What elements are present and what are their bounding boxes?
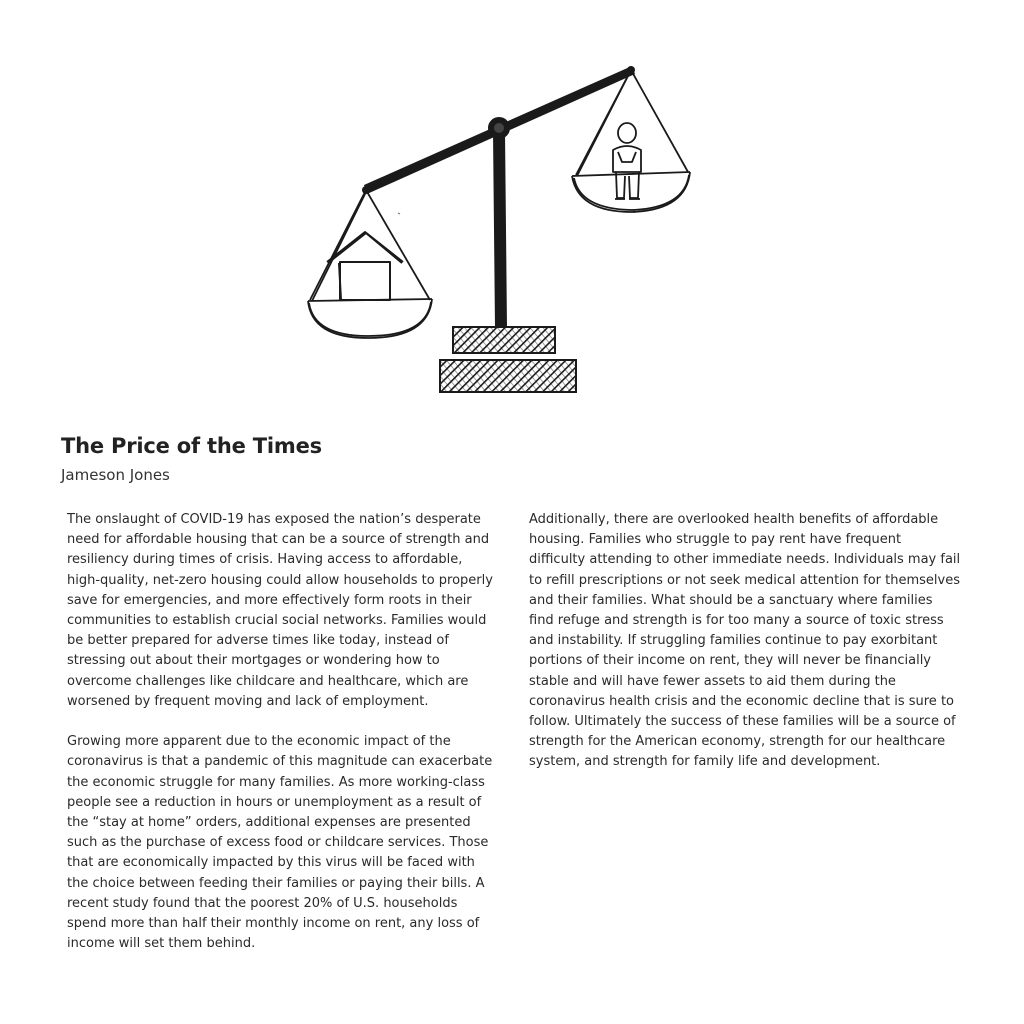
stray-mark: [398, 213, 400, 214]
house-icon: [327, 232, 403, 300]
scale-post: [493, 132, 507, 328]
article-author: Jameson Jones: [61, 466, 170, 484]
article-paragraph: Additionally, there are overlooked health benefits of affordable housing. Families who struggle to pay rent have frequent difficulty attending to other immediate needs. Individuals may fail to refill prescriptions or not seek medical attention for themselves and their families. What should be a sanctuary where families find refuge and strength is for too many a source of toxic stress and instability. If struggling families continue to pay exorbitant portions of their income on rent, they will never be financially stable and will have fewer assets to aid them during the coronavirus health crisis and the economic decline that is sure to follow. Ultimately the success of these families will be a source of strength for the American economy, strength for our healthcare system, and strength for family life and development.: [529, 512, 961, 770]
scale-base: [440, 327, 576, 392]
left-pan: [308, 190, 432, 338]
balance-scale-illustration: [300, 60, 700, 400]
article-column-right: [529, 510, 961, 793]
article-paragraph: The onslaught of COVID-19 has exposed the nation’s desperate need for affordable housing that can be a source of strength and resiliency during times of crisis. Having access to affordable, high-quality, net-zero housing could allow households to properly save for emergencies, and more effectively form roots in their communities to establish crucial social networks. Families would be better prepared for adverse times like today, instead of stressing out about their mortgages or wondering how to overcome challenges like childcare and healthcare, which are worsened by frequent moving and lack of employment.: [67, 512, 493, 709]
article-title: The Price of the Times: [61, 434, 322, 458]
article-paragraph: Growing more apparent due to the economic impact of the coronavirus is that a pandemic of this magnitude can exacerbate the economic struggle for many families. As more working-class people see a reduction in hours or unemployment as a result of the “stay at home” orders, additional expenses are presented such as the purchase of excess food or childcare services. Those that are economically impacted by this virus will be faced with the choice between feeding their families or paying their bills. A recent study found that the poorest 20% of U.S. households spend more than half their monthly income on rent, any loss of income will set them behind.: [67, 734, 493, 952]
article-column-left: [67, 510, 499, 975]
person-icon: [613, 123, 641, 199]
